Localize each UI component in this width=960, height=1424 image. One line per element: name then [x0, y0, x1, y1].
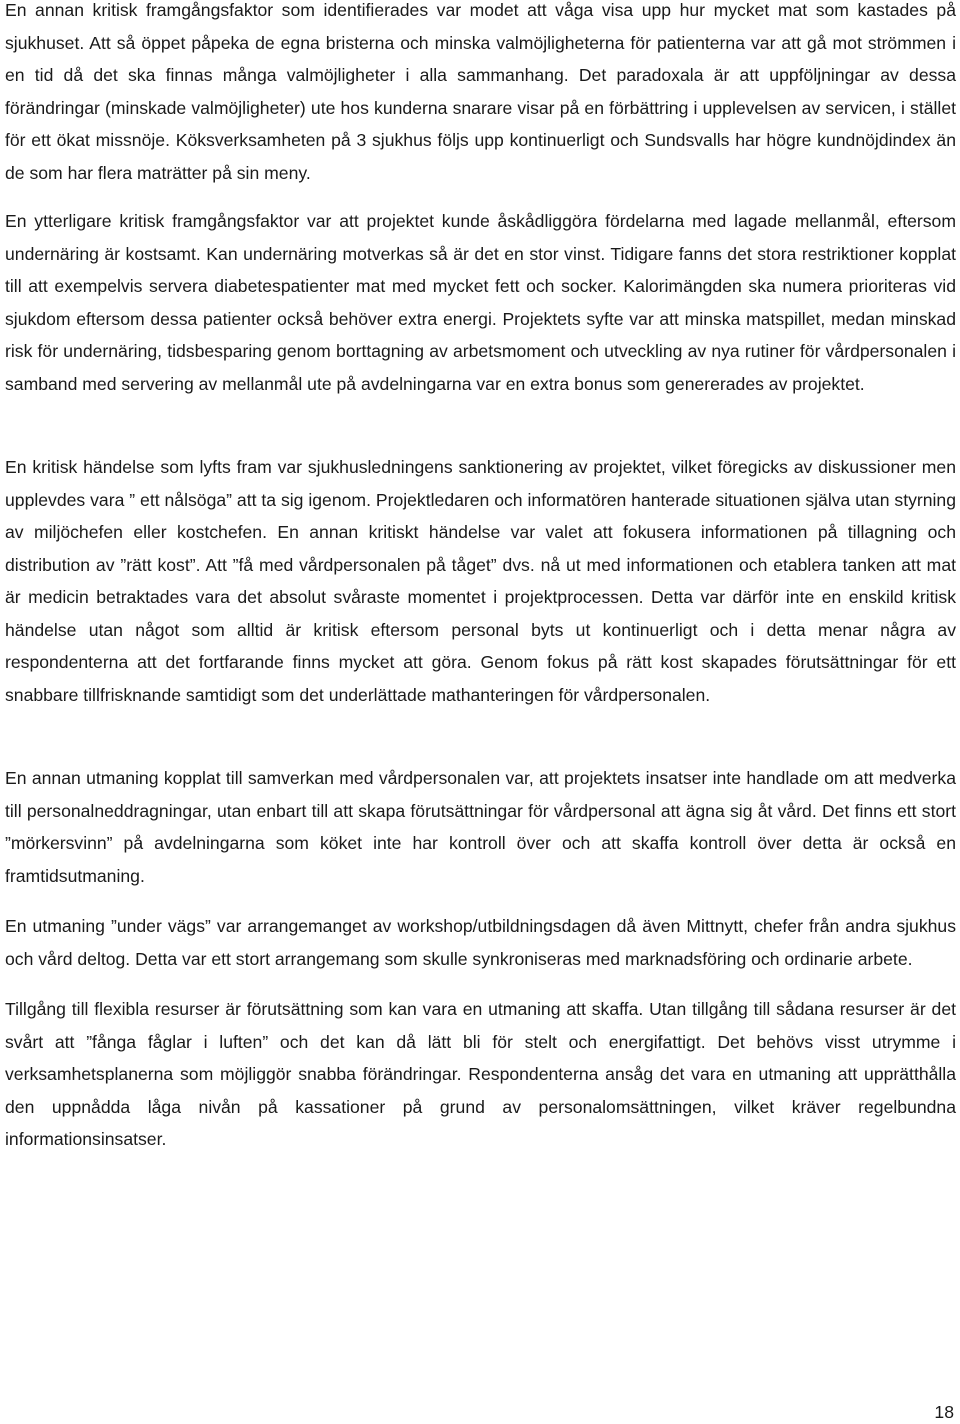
paragraph-challenge-workshop: En utmaning ”under vägs” var arrangemanget av workshop/utbildningsdagen då även Mittnytt, chefer från andra sjukhus och vård deltog. Detta var ett stort arrangemang som skulle synkroniseras med marknadsföring och ordinarie arbete. [5, 916, 956, 969]
paragraph-flexible-resources: Tillgång till flexibla resurser är förutsättning som kan vara en utmaning att skaffa. Utan tillgång till sådana resurser är det svårt att ”fånga fåglar i luften” och det kan då lätt bli för stelt och energifattigt. Det behövs visst utrymme i verksamhetsplanerna som möjliggör snabba förändringar. Respondenterna ansåg det vara en utmaning att upprätthålla den uppnådda låga nivån på kassationer på grund av personalomsättningen, vilket kräver regelbundna informationsinsatser. [5, 999, 956, 1149]
paragraph-critical-success-courage: En annan kritisk framgångsfaktor som identifierades var modet att våga visa upp hur mycket mat som kastades på sjukhuset. Att så öppet påpeka de egna bristerna och minska valmöjligheterna för patienterna var att gå mot strömmen i en tid då det ska finnas många valmöjligheter i alla sammanhang. Det paradoxala är att uppföljningar av dessa förändringar (minskade valmöjligheter) ute hos kunderna snarare visar på en förbättring i upplevelsen av servicen, i stället för ett ökat missnöje. Köksverksamheten på 3 sjukhus följs upp kontinuerligt och Sundsvalls har högre kundnöjdindex än de som har flera maträtter på sin meny. [5, 0, 956, 183]
paragraph-critical-success-snacks: En ytterligare kritisk framgångsfaktor var att projektet kunde åskådliggöra fördelarna med lagade mellanmål, eftersom undernäring är kostsamt. Kan undernäring motverkas så är det en stor vinst. Tidigare fanns det stora restriktioner kopplat till att exempelvis servera diabetespatienter mat med mycket fett och socker. Kalorimängden ska numera prioriteras vid sjukdom eftersom dessa patienter också behöver extra energi. Projektets syfte var att minska matspillet, medan minskad risk för undernäring, tidsbesparing genom borttagning av arbetsmoment och utveckling av nya rutiner för vårdpersonalen i samband med servering av mellanmål ute på avdelningarna var en extra bonus som genererades av projektet. [5, 211, 956, 394]
page-number: 18 [934, 1402, 954, 1422]
document-page [5, 0, 956, 1156]
paragraph-challenge-care-staff: En annan utmaning kopplat till samverkan med vårdpersonalen var, att projektets insatser inte handlade om att medverka till personalneddragningar, utan enbart till att skapa förutsättningar för vårdpersonal att ägna sig åt vård. Det finns ett stort ”mörkersvinn” på avdelningarna som köket inte har kontroll över och att skaffa kontroll över detta är också en framtidsutmaning. [5, 768, 956, 886]
paragraph-critical-event-sanction: En kritisk händelse som lyfts fram var sjukhusledningens sanktionering av projektet, vilket föregicks av diskussioner men upplevdes vara ” ett nålsöga” att ta sig igenom. Projektledaren och informatören hanterade situationen själva utan styrning av miljöchefen eller kostchefen. En annan kritiskt händelse var valet att fokusera informationen på tillagning och distribution av ”rätt kost”. Att ”få med vårdpersonalen på tåget” dvs. nå ut med informationen och etablera tanken att mat är medicin betraktades vara det absolut svåraste momentet i projektprocessen. Detta var därför inte en enskild kritisk händelse utan något som alltid är kritisk eftersom personal byts ut kontinuerligt och i detta menar några av respondenterna att det fortfarande finns mycket att göra. Genom fokus på rätt kost skapades förutsättningar för ett snabbare tillfrisknande samtidigt som det underlättade mathanteringen för vårdpersonalen. [5, 457, 956, 705]
